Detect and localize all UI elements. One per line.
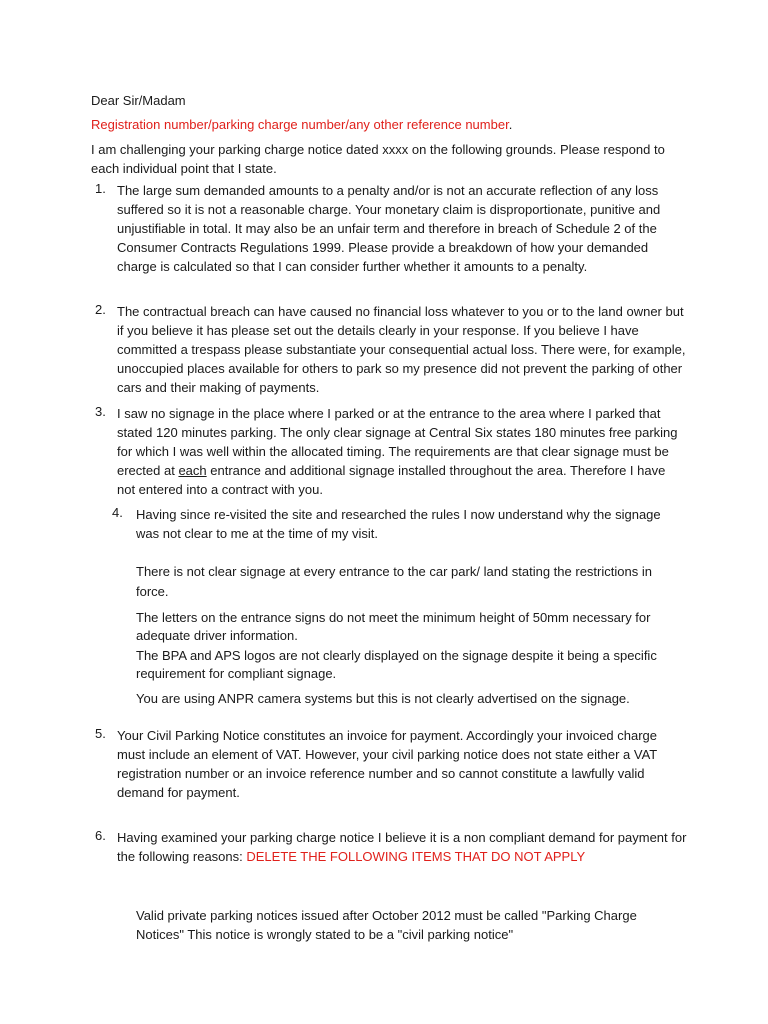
sub-point: There is not clear signage at every entrance to the car park/ land stating the restrictions in force. <box>136 564 652 599</box>
point-number: 2. <box>95 302 106 317</box>
point-number: 3. <box>95 404 106 419</box>
sub-point: Valid private parking notices issued after October 2012 must be called "Parking Charge Notices" This notice is wrongly stated to be a "civil parking notice" <box>136 908 637 942</box>
point-text: Your Civil Parking Notice constitutes an invoice for payment. Accordingly your invoiced charge must include an element of VAT. However, your civil parking notice does not state either a VAT registration number or an invoice reference number and so cannot constitute a lawfully valid demand for payment. <box>117 728 658 800</box>
intro-paragraph: I am challenging your parking charge notice dated xxxx on the following grounds. Please respond to each individual point that I state. <box>91 142 665 176</box>
point-text-part: entrance and additional signage installed throughout the area. Therefore I have not entered into a contract with you. <box>117 463 666 497</box>
point-number: 5. <box>95 726 106 741</box>
point-text: The contractual breach can have caused no financial loss whatever to you or to the land owner but if you believe it has please set out the details clearly in your response. If you believe I have committed a trespass please substantiate your consequential actual loss. There were, for example, unoccupied places available for others to park so my presence did not prevent the parking of other cars and their making of payments. <box>117 304 686 395</box>
point-text-part: Having examined your parking charge notice I believe it is a non compliant demand for payment for the following reasons: <box>117 830 687 864</box>
point-number: 1. <box>95 181 106 196</box>
sub-point: The letters on the entrance signs do not meet the minimum height of 50mm necessary for adequate driver information. <box>136 610 651 643</box>
point-number: 6. <box>95 828 106 843</box>
point-text <box>117 404 687 499</box>
delete-instruction: DELETE THE FOLLOWING ITEMS THAT DO NOT APPLY <box>246 849 586 864</box>
sub-point: You are using ANPR camera systems but this is not clearly advertised on the signage. <box>136 691 630 706</box>
greeting: Dear Sir/Madam <box>91 93 186 108</box>
point-text: Having since re-visited the site and researched the rules I now understand why the signage was not clear to me at the time of my visit. <box>136 507 661 541</box>
point-text: The large sum demanded amounts to a penalty and/or is not an accurate reflection of any loss suffered so it is not a reasonable charge. Your monetary claim is disproportionate, punitive and unjustifiable in total. It may also be an unfair term and therefore in breach of Schedule 2 of the Consumer Contracts Regulations 1999. Please provide a breakdown of how your demanded charge is calculated so that I can consider further whether it amounts to a penalty. <box>117 183 661 274</box>
reference-placeholder: Registration number/parking charge number/any other reference number <box>91 117 509 132</box>
point-text-part: I saw no signage in the place where I parked or at the entrance to the area where I parked that stated 120 minutes parking. The only clear signage at Central Six states 180 minutes free parking for which I was well within the allocated timing. The requirements are that clear signage must be erected at <box>117 406 678 478</box>
reference-line: Registration number/parking charge number/any other reference number. <box>91 117 513 132</box>
sub-point: The BPA and APS logos are not clearly displayed on the signage despite it being a specific requirement for compliant signage. <box>136 648 657 681</box>
underlined-word: each <box>178 463 207 478</box>
point-number: 4. <box>112 505 123 520</box>
point-text <box>117 828 687 866</box>
